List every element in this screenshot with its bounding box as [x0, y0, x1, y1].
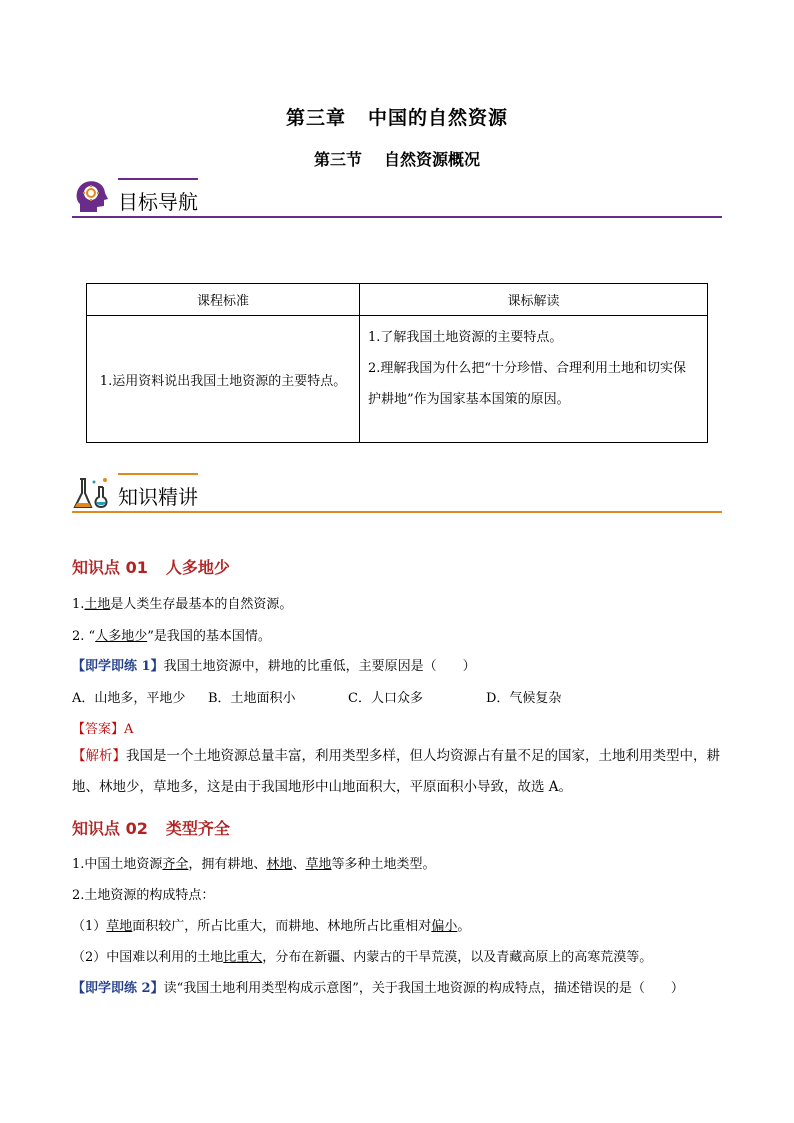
header-divider [72, 511, 722, 513]
kp2-line-4 [72, 946, 732, 965]
text: 等多种土地类型。 [331, 857, 436, 872]
knowledge-label: 知识精讲 [118, 485, 198, 509]
interpretation-cell [360, 316, 708, 443]
section-number: 第三节 [313, 150, 362, 169]
chapter-title [0, 103, 794, 130]
practice-question-1 [72, 655, 732, 674]
knowledge-point-number: 知识点 01 [72, 558, 148, 577]
text: 1.中国土地资源 [72, 857, 163, 872]
interpretation-item: 1.了解我国土地资源的主要特点。 [368, 330, 563, 345]
text: 1. [72, 597, 85, 612]
underlined-term: 偏小 [431, 919, 458, 934]
answer-value: A [124, 722, 134, 737]
curriculum-table [86, 283, 708, 443]
text: 。 [457, 919, 471, 934]
kp2-line-3 [72, 915, 732, 934]
target-nav-label: 目标导航 [118, 190, 198, 214]
option-c: C．人口众多 [348, 691, 423, 706]
knowledge-point-heading [72, 555, 230, 578]
text: ”是我国的基本国情。 [147, 629, 271, 644]
text: ，拥有耕地、 [188, 857, 267, 872]
table-header-interpretation: 课标解读 [360, 284, 708, 316]
practice-question-2 [72, 977, 732, 996]
option-b: B．土地面积小 [208, 691, 296, 706]
text: 、 [292, 857, 306, 872]
option-a: A．山地多，平地少 [72, 691, 186, 706]
section-title [0, 147, 794, 170]
text: 面积较广，所占比重大，而耕地、林地所占比重相对 [132, 919, 432, 934]
header-top-line [118, 178, 198, 180]
text: （1） [72, 919, 107, 934]
explanation-tag: 【解析】 [72, 748, 126, 764]
kp2-line-1 [72, 853, 732, 872]
answer-line [72, 718, 732, 737]
text: 2. “ [72, 629, 96, 644]
chapter-number: 第三章 [285, 107, 346, 129]
question-text: 读“我国土地利用类型构成示意图”，关于我国土地资源的构成特点，描述错误的是（ ） [163, 981, 684, 996]
underlined-term: 土地 [84, 597, 111, 612]
text: 是人类生存最基本的自然资源。 [110, 597, 293, 612]
interpretation-item: 2.理解我国为什么把“十分珍惜、合理利用土地和切实保护耕地”作为国家基本国策的原因。 [368, 361, 687, 407]
underlined-term: 齐全 [162, 857, 189, 872]
explanation-text: 我国是一个土地资源总量丰富，利用类型多样，但人均资源占有量不足的国家，土地利用类型中，耕地、林地少，草地多，这是由于我国地形中山地面积大，平原面积小导致，故选 A。 [72, 748, 720, 795]
lab-flask-icon [72, 473, 110, 511]
brain-gear-icon [72, 178, 110, 216]
underlined-term: 林地 [266, 857, 293, 872]
underlined-term: 草地 [106, 919, 133, 934]
standard-cell: 1.运用资料说出我国土地资源的主要特点。 [87, 316, 360, 443]
option-d: D．气候复杂 [486, 691, 562, 706]
knowledge-point-number: 知识点 02 [72, 819, 148, 838]
header-top-line [118, 473, 198, 475]
text: 2.土地资源的构成特点： [72, 888, 215, 903]
knowledge-point-heading [72, 816, 230, 839]
practice-tag: 【即学即练 1】 [72, 659, 164, 674]
knowledge-header [72, 473, 722, 513]
chapter-name: 中国的自然资源 [368, 107, 509, 129]
kp1-line-2 [72, 625, 732, 644]
knowledge-point-name: 人多地少 [165, 558, 230, 577]
kp1-line-1 [72, 593, 732, 612]
underlined-term: 比重大 [223, 950, 263, 965]
kp2-line-2 [72, 884, 732, 903]
question-text: 我国土地资源中，耕地的比重低，主要原因是（ ） [163, 659, 476, 674]
section-name: 自然资源概况 [384, 150, 481, 169]
knowledge-point-name: 类型齐全 [165, 819, 230, 838]
explanation [72, 741, 724, 803]
text: （2）中国难以利用的土地 [72, 950, 224, 965]
underlined-term: 草地 [305, 857, 332, 872]
header-divider [72, 216, 722, 218]
underlined-term: 人多地少 [95, 629, 148, 644]
table-header-standard: 课程标准 [87, 284, 360, 316]
practice-tag: 【即学即练 2】 [72, 981, 164, 996]
target-nav-header [72, 178, 722, 218]
answer-tag: 【答案】 [72, 722, 125, 737]
text: ，分布在新疆、内蒙古的干旱荒漠，以及青藏高原上的高寒荒漠等。 [262, 950, 653, 965]
